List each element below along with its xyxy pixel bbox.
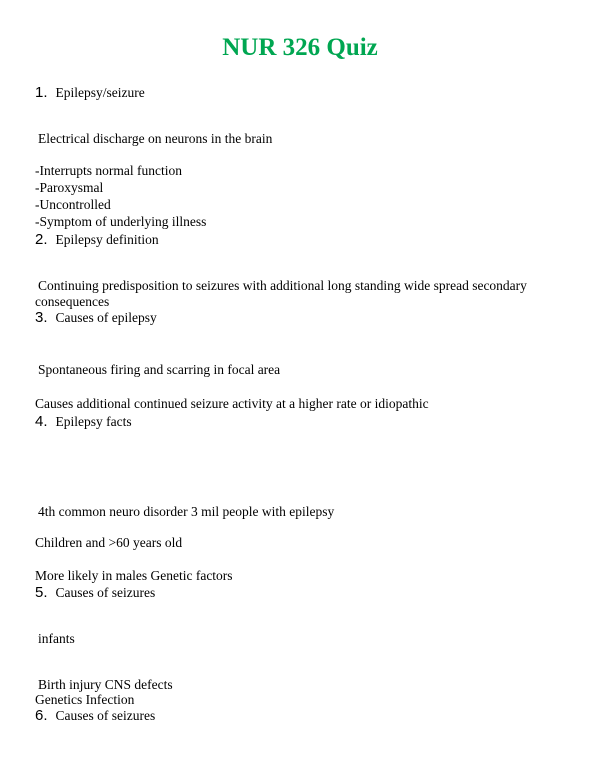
page-title: NUR 326 Quiz [222,34,378,61]
question-3 [35,309,157,327]
question-text: Causes of epilepsy [55,310,157,325]
question-number: 6. [35,707,48,724]
answer-line: More likely in males Genetic factors [35,568,233,583]
question-text: Epilepsy definition [55,232,159,247]
answer-line: -Uncontrolled [35,197,111,212]
question-2 [35,231,159,249]
answer-line: Genetics Infection [35,692,135,707]
answer-line: 4th common neuro disorder 3 mil people with epilepsy [38,504,335,519]
answer-line: -Paroxysmal [35,180,104,195]
question-number: 2. [35,231,48,248]
question-number: 5. [35,584,48,601]
answer-line: Children and >60 years old [35,535,183,550]
question-number: 1. [35,84,48,101]
answer-line: -Interrupts normal function [35,163,182,178]
answer-line: Continuing predisposition to seizures with additional long standing wide spread secondary consequences [35,278,527,309]
answer-line: Birth injury CNS defects [38,677,173,692]
answer-line: -Symptom of underlying illness [35,214,207,229]
answer-line: Causes additional continued seizure activity at a higher rate or idiopathic [35,396,429,411]
question-6 [35,707,155,725]
question-number: 4. [35,413,48,430]
question-text: Causes of seizures [55,585,156,600]
question-1 [35,84,145,102]
question-4 [35,413,132,431]
question-text: Epilepsy/seizure [55,85,145,100]
question-text: Causes of seizures [55,708,156,723]
answer-line: infants [38,631,75,646]
answer-line: Electrical discharge on neurons in the brain [38,131,273,146]
question-5 [35,584,155,602]
question-number: 3. [35,309,48,326]
question-text: Epilepsy facts [55,414,132,429]
answer-line: Spontaneous firing and scarring in focal area [38,362,281,377]
